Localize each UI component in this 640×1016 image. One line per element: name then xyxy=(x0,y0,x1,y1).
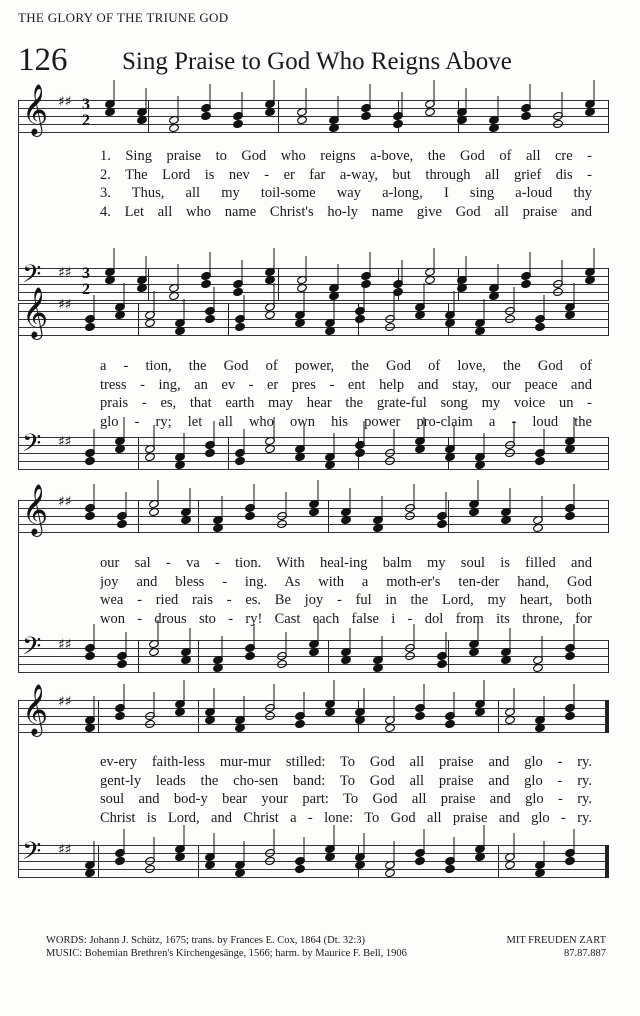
barline xyxy=(328,500,329,533)
barline xyxy=(498,700,499,733)
barline xyxy=(608,640,609,673)
treble-staff xyxy=(18,684,608,735)
barline xyxy=(148,100,149,133)
treble-clef-icon: 𝄞 xyxy=(22,287,49,338)
system-line xyxy=(18,700,19,878)
bass-staff xyxy=(18,260,608,300)
system-line xyxy=(18,500,19,673)
words-credit xyxy=(46,934,606,947)
key-signature-icon: ♯♯ xyxy=(58,637,72,653)
bass-staff xyxy=(18,837,608,877)
barline xyxy=(608,437,609,470)
barline xyxy=(278,268,279,301)
verse-line: 1. Sing praise to God who reigns a-bove, the God of all cre - xyxy=(100,148,592,164)
barline xyxy=(148,268,149,301)
barline xyxy=(448,500,449,533)
verse-line: 2. The Lord is nev - er far a-way, but through all grief dis - xyxy=(100,166,592,183)
barline xyxy=(608,500,609,533)
barline xyxy=(398,100,399,133)
barline xyxy=(138,500,139,533)
music-text: MUSIC: Bohemian Brethren's Kirchengesänge, 1566; harm. by Maurice F. Bell, 1906 xyxy=(46,948,407,959)
barline xyxy=(278,100,279,133)
barline xyxy=(98,845,99,878)
verse-line: soul and bod-y bear your part: To God all praise and glo - ry. xyxy=(100,791,592,807)
verse-line: joy and bless - ing. As with a moth-er's ten-der hand, God xyxy=(100,573,592,590)
key-signature-icon: ♯♯ xyxy=(58,494,72,510)
barline xyxy=(398,268,399,301)
lyrics-system-4 xyxy=(100,753,592,827)
bass-staff xyxy=(18,429,608,469)
treble-staff xyxy=(18,84,608,135)
barline xyxy=(448,640,449,673)
system-line xyxy=(18,303,19,470)
barline xyxy=(198,845,199,878)
barline xyxy=(498,845,499,878)
barline xyxy=(458,100,459,133)
verse-line: tress - ing, an ev - er pres - ent help and stay, our peace and xyxy=(100,376,592,393)
hymn-title: Sing Praise to God Who Reigns Above xyxy=(122,48,512,75)
barline xyxy=(605,845,609,878)
barline xyxy=(358,700,359,733)
verse-line: gent-ly leads the cho-sen band: To God all praise and glo - ry. xyxy=(100,772,592,789)
barline xyxy=(138,437,139,470)
barline xyxy=(198,700,199,733)
verse-line: ev-ery faith-less mur-mur stilled: To God all praise and glo - ry. xyxy=(100,754,592,770)
barline xyxy=(458,268,459,301)
barline xyxy=(358,845,359,878)
key-signature-icon: ♯♯ xyxy=(58,434,72,450)
barline xyxy=(98,700,99,733)
verse-line: won - drous sto - ry! Cast each false i - dol from its throne, for xyxy=(100,610,592,627)
treble-clef-icon: 𝄞 xyxy=(22,484,49,535)
system-line xyxy=(18,100,19,301)
key-signature-icon: ♯♯ xyxy=(58,265,72,281)
barline xyxy=(228,437,229,470)
key-signature-icon: ♯♯ xyxy=(58,694,72,710)
barline xyxy=(608,100,609,133)
barline xyxy=(138,303,139,336)
lyrics-system-3 xyxy=(100,554,592,628)
music-credit xyxy=(46,947,606,960)
barline xyxy=(198,640,199,673)
bass-clef-icon: 𝄢 xyxy=(22,260,42,295)
verse-line: 3. Thus, all my toil-some way a-long, I sing a-loud thy xyxy=(100,185,592,201)
bass-clef-icon: 𝄢 xyxy=(22,837,42,872)
treble-clef-icon: 𝄞 xyxy=(22,84,49,135)
barline xyxy=(608,268,609,301)
time-signature: 3 2 xyxy=(82,265,90,298)
barline xyxy=(358,303,359,336)
verse-line: Christ is Lord, and Christ a - lone: To God all praise and glo - ry. xyxy=(100,809,592,826)
key-signature-icon: ♯♯ xyxy=(58,297,72,313)
barline xyxy=(605,700,609,733)
bass-clef-icon: 𝄢 xyxy=(22,632,42,667)
barline xyxy=(228,303,229,336)
meter: 87.87.887 xyxy=(564,948,606,959)
barline xyxy=(448,437,449,470)
tune-name: MIT FREUDEN ZART xyxy=(506,935,606,946)
treble-staff xyxy=(18,287,608,338)
verse-line: a - tion, the God of power, the God of love, the God of xyxy=(100,358,592,374)
barline xyxy=(138,640,139,673)
key-signature-icon: ♯♯ xyxy=(58,842,72,858)
treble-clef-icon: 𝄞 xyxy=(22,684,49,735)
barline xyxy=(198,500,199,533)
lyrics-system-1 xyxy=(100,147,592,221)
barline xyxy=(328,640,329,673)
lyrics-system-2 xyxy=(100,357,592,431)
treble-staff xyxy=(18,484,608,535)
section-heading: THE GLORY OF THE TRIUNE GOD xyxy=(18,10,229,25)
verse-line: 4. Let all who name Christ's ho-ly name give God all praise and xyxy=(100,203,592,220)
words-text: WORDS: Johann J. Schütz, 1675; trans. by Frances E. Cox, 1864 (Dt. 32:3) xyxy=(46,935,366,946)
bass-clef-icon: 𝄢 xyxy=(22,429,42,464)
key-signature-icon: ♯♯ xyxy=(58,94,72,110)
hymn-number: 126 xyxy=(18,42,68,78)
verse-line: glo - ry; let all who own his power pro-claim a - loud the xyxy=(100,413,592,430)
time-signature: 3 2 xyxy=(82,96,90,129)
verse-line: our sal - va - tion. With heal-ing balm my soul is filled and xyxy=(100,555,592,571)
bass-staff xyxy=(18,632,608,672)
verse-line: prais - es, that earth may hear the grate-ful song my voice un - xyxy=(100,395,592,411)
barline xyxy=(608,303,609,336)
barline xyxy=(448,303,449,336)
verse-line: wea - ried rais - es. Be joy - ful in the Lord, my heart, both xyxy=(100,592,592,608)
barline xyxy=(358,437,359,470)
